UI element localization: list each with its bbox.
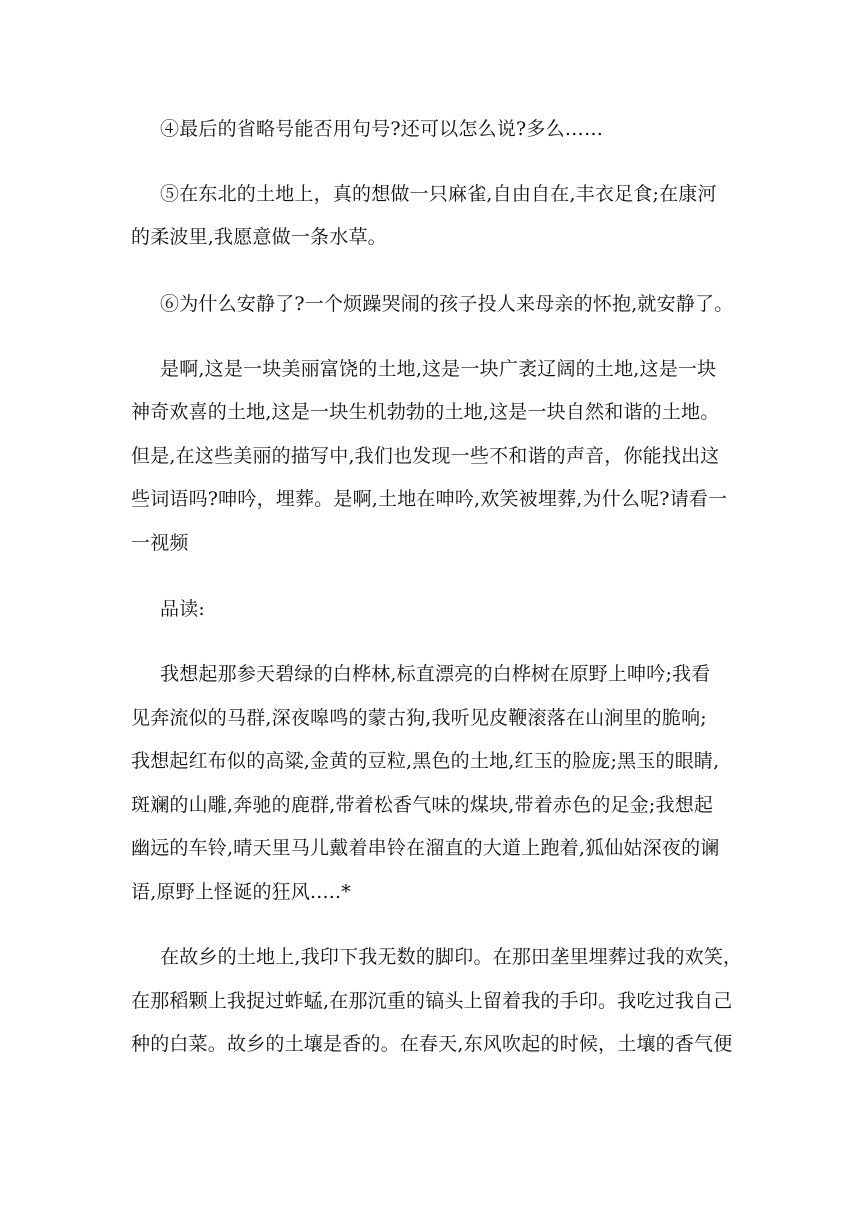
question-4-line-1: ④最后的省略号能否用句号?还可以怎么说?多么…… bbox=[160, 118, 604, 140]
summary-line-3: 但是,在这些美丽的描写中,我们也发现一些不和谐的声音，你能找出这 bbox=[131, 445, 720, 467]
passage-1-line-1: 我想起那参天碧绿的白桦林,标直漂亮的白桦树在原野上呻吟;我看 bbox=[160, 663, 711, 685]
passage-1-line-6: 语,原野上怪诞的狂风.....* bbox=[131, 881, 351, 903]
summary-line-2: 神奇欢喜的土地,这是一块生机勃勃的土地,这是一块自然和谐的土地。 bbox=[131, 401, 720, 423]
reading-heading-text: 品读: bbox=[160, 598, 206, 620]
question-5-line-1: ⑤在东北的土地上，真的想做一只麻雀,自由自在,丰衣足食;在康河 bbox=[160, 183, 717, 205]
passage-2-line-1: 在故乡的土地上,我印下我无数的脚印。在那田垄里埋葬过我的欢笑， bbox=[160, 946, 743, 968]
summary-line-1: 是啊,这是一块美丽富饶的土地,这是一块广袤辽阔的土地,这是一块 bbox=[160, 358, 717, 380]
passage-1-line-2: 见奔流似的马群,深夜嗥鸣的蒙古狗,我听见皮鞭滚落在山涧里的脆响; bbox=[131, 707, 707, 729]
passage-1-line-5: 幽远的车铃,晴天里马儿戴着串铃在溜直的大道上跑着,狐仙姑深夜的谰 bbox=[131, 837, 720, 859]
question-6-line-1: ⑥为什么安静了?一个烦躁哭闹的孩子投人来母亲的怀抱,就安静了。 bbox=[160, 293, 734, 315]
passage-1-line-3: 我想起红布似的高粱,金黄的豆粒,黑色的土地,红玉的脸庞;黑玉的眼睛, bbox=[131, 750, 720, 772]
question-5-line-2: 的柔波里,我愿意做一条水草。 bbox=[131, 226, 387, 248]
passage-1-line-4: 斑斓的山雕,奔驰的鹿群,带着松香气味的煤块,带着赤色的足金;我想起 bbox=[131, 794, 714, 816]
passage-2-line-3: 种的白菜。故乡的土壤是香的。在春天,东风吹起的时候，土壤的香气便 bbox=[131, 1033, 733, 1055]
passage-2-line-2: 在那稻颗上我捉过蚱蜢,在那沉重的镐头上留着我的手印。我吃过我自己 bbox=[131, 990, 733, 1012]
summary-line-5: 一视频 bbox=[131, 532, 189, 554]
summary-line-4: 些词语吗?呻吟，埋葬。是啊,土地在呻吟,欢笑被埋葬,为什么呢?请看一 bbox=[131, 488, 728, 510]
